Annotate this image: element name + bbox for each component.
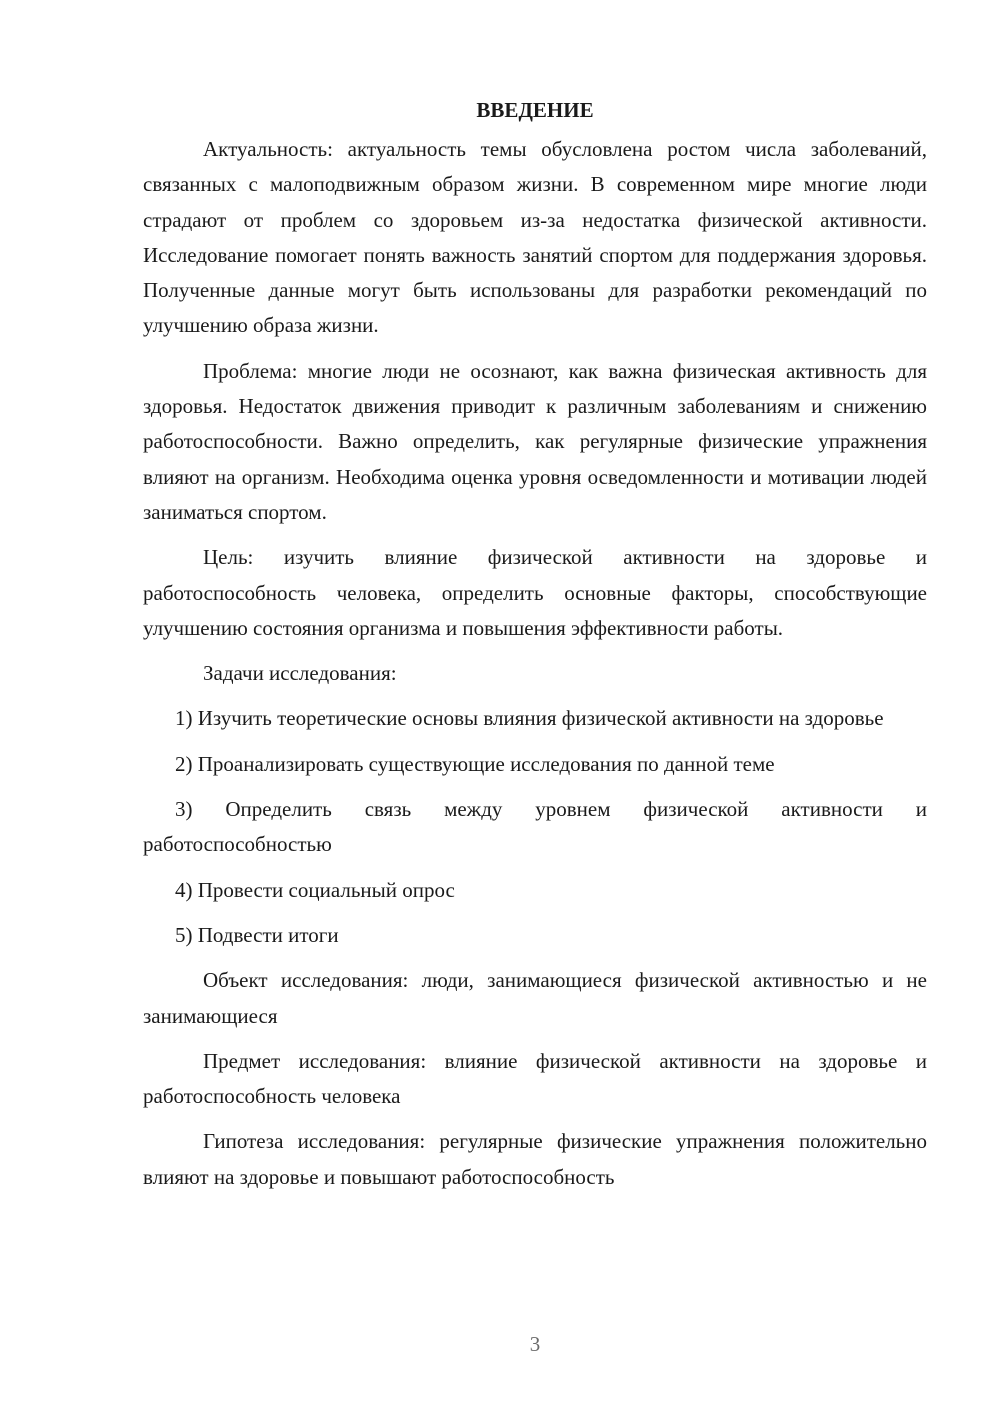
paragraph-hypothesis: Гипотеза исследования: регулярные физические упражнения положительно влияют на здоровье и повышают работоспособность (143, 1129, 927, 1189)
paragraph-goal: Цель: изучить влияние физической активности на здоровье и работоспособность человека, определить основные факторы, способствующие улучшению состояния организма и повышения эффективности работы. (143, 545, 927, 640)
task-item-2: 2) Проанализировать существующие исследования по данной теме (175, 751, 775, 776)
task-item-1: 1) Изучить теоретические основы влияния физической активности на здоровье (175, 706, 884, 731)
paragraph-subject: Предмет исследования: влияние физической активности на здоровье и работоспособность человека (143, 1048, 927, 1109)
document-page (143, 92, 927, 1205)
paragraph-object: Объект исследования: люди, занимающиеся физической активностью и не занимающиеся (143, 968, 927, 1028)
document-title: ВВЕДЕНИЕ (476, 98, 594, 122)
paragraph-relevance: Актуальность: актуальность темы обусловлена ростом числа заболеваний, связанных с малоподвижным образом жизни. В современном мире многие люди страдают от проблем со здоровьем из-за недостатка физической активности. Исследование помогает понять важность занятий спортом для поддержания здоровья. Полученные данные могут быть использованы для разработки рекомендаций по улучшению образа жизни. (143, 137, 927, 338)
page-number: 3 (529, 1332, 541, 1356)
task-item-3: 3) Определить связь между уровнем физической активности и работоспособностью (143, 797, 927, 857)
tasks-heading: Задачи исследования: (203, 661, 397, 686)
task-item-5: 5) Подвести итоги (175, 922, 339, 947)
task-item-4: 4) Провести социальный опрос (175, 877, 455, 902)
paragraph-problem: Проблема: многие люди не осознают, как важна физическая активность для здоровья. Недостаток движения приводит к различным заболеваниям и снижению работоспособности. Важно определить, как регулярные физические упражнения влияют на организм. Необходима оценка уровня осведомленности и мотивации людей заниматься спортом. (143, 358, 927, 524)
